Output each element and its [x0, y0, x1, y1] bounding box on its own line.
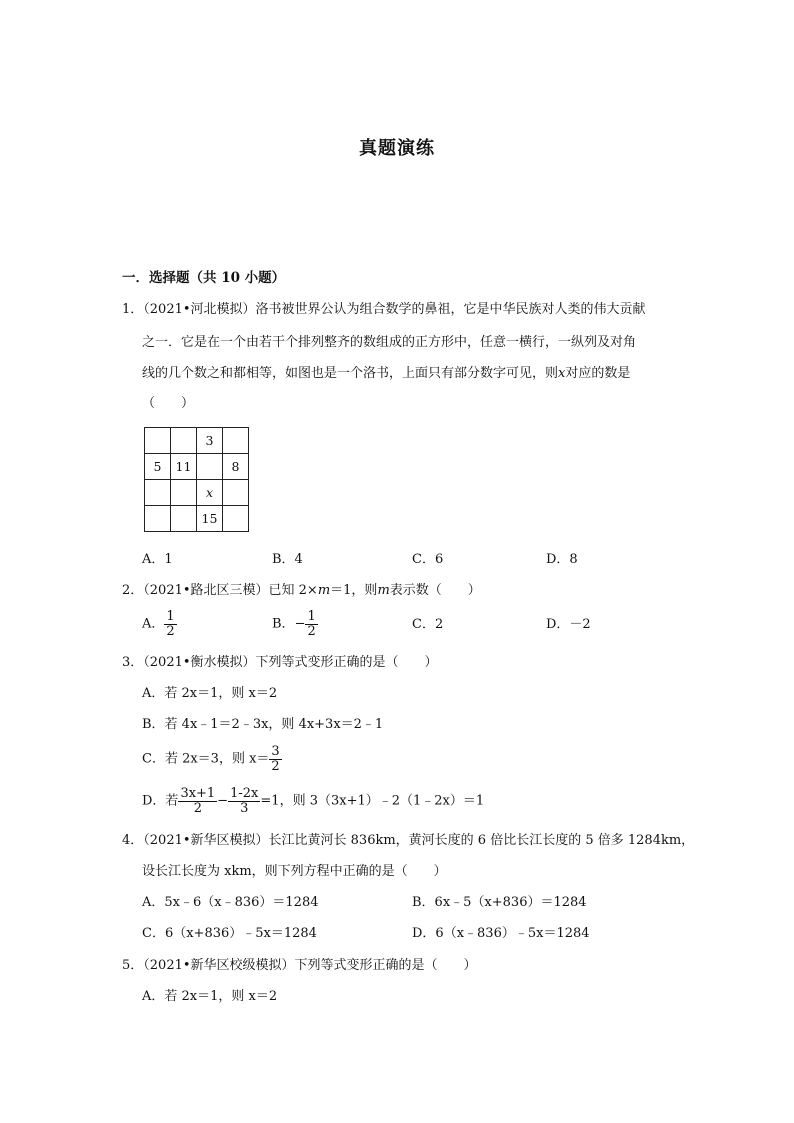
q2-option-a [142, 610, 177, 638]
grid-cell [171, 428, 197, 454]
grid-row [145, 506, 249, 532]
q1-option-b: B．4 [272, 552, 303, 567]
q2-text-a: 2．（2021•路北区三模）已知 2× [122, 583, 318, 598]
fraction-denominator: 2 [307, 623, 316, 639]
q3-option-d-label: D．若 [142, 793, 179, 809]
q1-option-d: D．8 [546, 552, 578, 567]
q3-option-b: B．若 4x﹣1＝2﹣3x，则 4x+3x＝2﹣1 [142, 717, 384, 732]
q2-text-c: 表示数（ ） [389, 583, 481, 598]
q5-option-a: A．若 2x＝1，则 x＝2 [142, 989, 278, 1004]
q1-line2: 之一．它是在一个由若干个排列整齐的数组成的正方形中，任意一横行，一纵列及对角 [142, 335, 637, 350]
fraction-numerator: 1 [307, 609, 316, 624]
q3-option-a: A．若 2x＝1，则 x＝2 [142, 686, 278, 701]
q1-line3-end: 对应的数是 [565, 366, 631, 381]
fraction-denominator: 2 [271, 758, 280, 774]
q1-option-c: C．6 [412, 552, 444, 567]
q2-var2: m [377, 583, 390, 598]
q3-option-c-label: C．若 2x＝3，则 x＝ [142, 751, 270, 767]
grid-cell [145, 428, 171, 454]
q2-var: m [317, 583, 331, 598]
grid-row [145, 428, 249, 454]
grid-cell: 5 [145, 454, 171, 480]
grid-row [145, 480, 249, 506]
q2-option-b-label: B． [272, 616, 295, 632]
q2-option-a-label: A． [142, 616, 165, 632]
grid-cell: 3 [197, 428, 223, 454]
q1-answer-paren: （ ） [142, 396, 195, 411]
fraction-denominator: 3 [240, 800, 249, 816]
q2-stem [122, 584, 481, 597]
q4-option-a: A．5x﹣6（x﹣836）＝1284 [142, 895, 319, 910]
fraction-numerator: 3 [271, 744, 280, 759]
fraction-denominator: 2 [193, 800, 202, 816]
q1-option-a: A．1 [142, 552, 173, 567]
q1-line1: 1．（2021•河北模拟）洛书被世界公认为组合数学的鼻祖，它是中华民族对人类的伟大贡献 [122, 302, 646, 317]
q3-option-d-fraction-2 [228, 787, 260, 815]
grid-cell [223, 506, 249, 532]
grid-cell: 8 [223, 454, 249, 480]
q4-option-d: D．6（x﹣836）﹣5x＝1284 [412, 926, 590, 941]
q1-line3 [142, 367, 630, 380]
grid-cell [223, 428, 249, 454]
luoshu-grid [144, 427, 249, 532]
grid-cell [223, 480, 249, 506]
page-title: 真题演练 [359, 138, 435, 159]
grid-cell: x [197, 480, 223, 506]
fraction-numerator: 1 [166, 609, 175, 624]
q1-line3-var: x [558, 366, 566, 381]
q3-option-c-fraction [269, 745, 281, 773]
q1-line3-text: 线的几个数之和都相等，如图也是一个洛书，上面只有部分数字可见，则 [142, 366, 559, 381]
q2-option-b-fraction [305, 610, 317, 638]
q4-line2: 设长江长度为 xkm，则下列方程中正确的是（ ） [142, 864, 447, 879]
q2-option-a-fraction [164, 610, 176, 638]
q5-stem: 5．（2021•新华区校级模拟）下列等式变形正确的是（ ） [122, 958, 477, 973]
q2-option-b-sign: − [294, 616, 306, 632]
section-heading: 一．选择题（共 10 小题） [122, 270, 286, 286]
q4-line1: 4．（2021•新华区模拟）长江比黄河长 836km，黄河长度的 6 倍比长江长度的 5 倍多 1284km， [122, 833, 695, 848]
q3-option-d-fraction-1 [178, 787, 217, 815]
grid-cell [171, 480, 197, 506]
q2-option-d: D．－2 [546, 617, 591, 632]
fraction-numerator: 3x+1 [180, 786, 216, 801]
grid-cell [171, 506, 197, 532]
fraction-denominator: 2 [166, 623, 175, 639]
q3-option-d [142, 787, 484, 815]
grid-cell [197, 454, 223, 480]
q2-text-b: ＝1，则 [330, 583, 378, 598]
grid-cell: 11 [171, 454, 197, 480]
grid-cell [145, 506, 171, 532]
q4-option-c: C．6（x+836）﹣5x＝1284 [142, 926, 317, 941]
grid-row [145, 454, 249, 480]
q3-stem: 3．（2021•衡水模拟）下列等式变形正确的是（ ） [122, 655, 438, 670]
q3-option-c [142, 745, 282, 773]
q2-option-b [272, 610, 318, 638]
q3-option-d-minus: − [217, 793, 229, 809]
q4-option-b: B．6x﹣5（x+836）＝1284 [412, 895, 587, 910]
fraction-numerator: 1-2x [230, 786, 259, 801]
q3-option-d-tail: =1，则 3（3x+1）﹣2（1﹣2x）＝1 [260, 793, 485, 809]
q2-option-c: C．2 [412, 617, 444, 632]
grid-cell [145, 480, 171, 506]
grid-cell: 15 [197, 506, 223, 532]
